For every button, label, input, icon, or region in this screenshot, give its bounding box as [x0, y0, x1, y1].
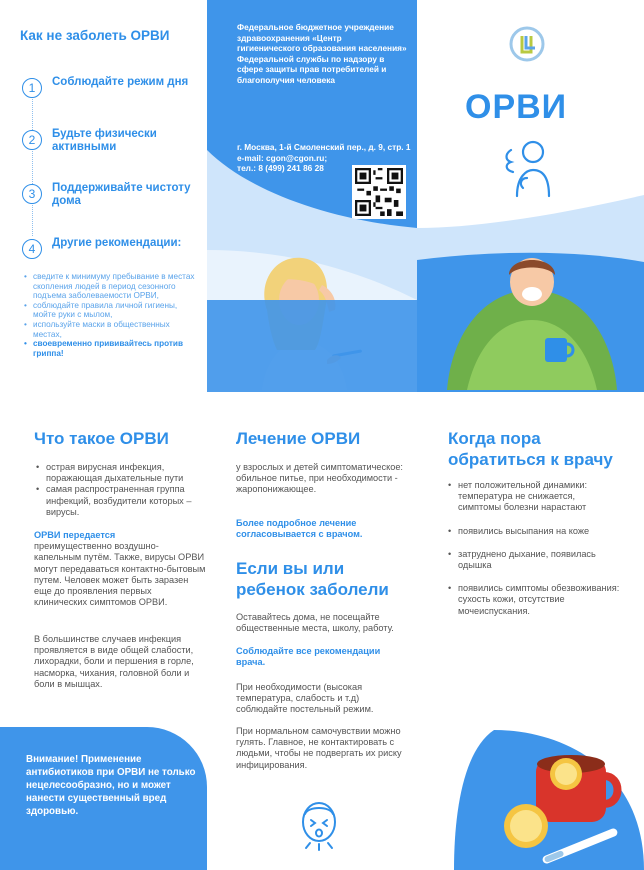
- step-4: [22, 237, 207, 269]
- transmission-heading: ОРВИ передается: [34, 530, 116, 540]
- list-item: • соблюдайте правила личной гигиены, мойте руки с мылом,: [24, 301, 199, 320]
- step-number: 4: [22, 239, 42, 259]
- list-item: • самая распространенная группа инфекций, возбудители которых – вирусы.: [36, 484, 206, 518]
- step-number: 1: [22, 78, 42, 98]
- step-number: 3: [22, 184, 42, 204]
- prevention-panel: [0, 0, 207, 392]
- antibiotics-warning: [0, 727, 207, 870]
- doctor-bullets: [448, 480, 620, 617]
- if-sick-p1: Оставайтесь дома, не посещайте общественные места, школу, работу.: [236, 612, 394, 634]
- recommendations-list: [24, 272, 199, 358]
- step-1: [22, 76, 207, 108]
- sick-boy-in-blanket-illustration: [447, 250, 617, 390]
- symptoms-paragraph: В большинстве случаев инфекция проявляется в виде общей слабости, лихорадки, боли и першения в горле, насморка, чихания, головной боли и боли в мышцах.: [34, 634, 194, 689]
- step-2: [22, 128, 207, 160]
- step-number: 2: [22, 130, 42, 150]
- treatment-title: Лечение ОРВИ: [236, 429, 361, 448]
- if-sick-p4: При нормальном самочувствии можно гулять. Главное, не контактировать с людьми, чтобы не подвергать их риску инфицирования.: [236, 726, 402, 770]
- treatment-body: [236, 462, 416, 496]
- cover-title: ОРВИ: [465, 88, 568, 126]
- treatment-line-1: у взрослых и детей симптоматическое:: [236, 462, 403, 472]
- steps-connector: [32, 96, 33, 236]
- email: e-mail: cgon@cgon.ru;: [237, 152, 328, 163]
- phone: тел.: 8 (499) 241 86 28: [237, 163, 324, 174]
- sick-face-icon: [296, 796, 342, 852]
- step-label: Соблюдайте режим дня: [52, 76, 189, 88]
- prevention-title: Как не заболеть ОРВИ: [20, 28, 170, 43]
- doctor-title: Когда пора обратиться к врачу: [448, 429, 613, 469]
- treatment-more: Более подробное лечение согласовывается с врачом.: [236, 518, 363, 540]
- tea-lemon-illustration: [454, 730, 644, 870]
- panel-footer-band: [207, 300, 417, 392]
- cover-panel: [417, 0, 644, 392]
- what-is-title: Что такое ОРВИ: [34, 429, 169, 448]
- list-item: • появились симптомы обезвоживания: сухость кожи, отсутствие мочеиспускания.: [448, 583, 620, 617]
- step-label: Другие рекомендации:: [52, 237, 182, 249]
- address: г. Москва, 1-й Смоленский пер., д. 9, стр. 1: [237, 142, 411, 152]
- list-item: • нет положительной динамики: температура не снижается, симптомы болезни нарастают: [448, 480, 620, 514]
- if-sick-p3: При необходимости (высокая температура, слабость и т.д) соблюдайте постельный режим.: [236, 682, 374, 715]
- treatment-line-2: обильное питье, при необходимости - жаропонижающее.: [236, 473, 398, 495]
- list-item: • острая вирусная инфекция, поражающая дыхательные пути: [36, 462, 206, 484]
- transmission-body: преимущественно воздушно-капельным путём. Также, вирусы ОРВИ могут передаваться контактно-бытовым путем. Человек может быть заразен еще до проявления первых клинических симптомов ОРВИ.: [34, 541, 206, 608]
- if-sick-title: Если вы или ребенок заболели: [236, 559, 389, 599]
- list-item: • сведите к минимуму пребывание в местах скопления людей в период сезонного подъема заболеваемости ОРВИ,: [24, 272, 199, 301]
- if-sick-p2: Соблюдайте все рекомендации врача.: [236, 646, 381, 668]
- transmission-paragraph: [34, 530, 206, 608]
- list-item: • появились высыпания на коже: [448, 526, 620, 537]
- list-item: • своевременно прививайтесь против гриппа!: [24, 339, 199, 358]
- list-item: • затруднено дыхание, появилась одышка: [448, 549, 620, 571]
- step-label: Поддерживайте чистоту дома: [52, 182, 191, 207]
- list-item: • используйте маски в общественных местах,: [24, 320, 199, 339]
- step-3: [22, 182, 207, 214]
- organization-name: Федеральное бюджетное учреждение здравоохранения «Центр гигиенического образования населения» Федеральной службы по надзору в сфере защиты прав потребителей и благополучия человека: [237, 22, 407, 85]
- step-label: Будьте физически активными: [52, 128, 157, 153]
- warning-text: Внимание! Применение антибиотиков при ОРВИ не только нецелесообразно, но и может нанести существенный вред здоровью.: [26, 754, 196, 817]
- what-is-bullets: [36, 462, 206, 518]
- organization-panel: [207, 0, 417, 392]
